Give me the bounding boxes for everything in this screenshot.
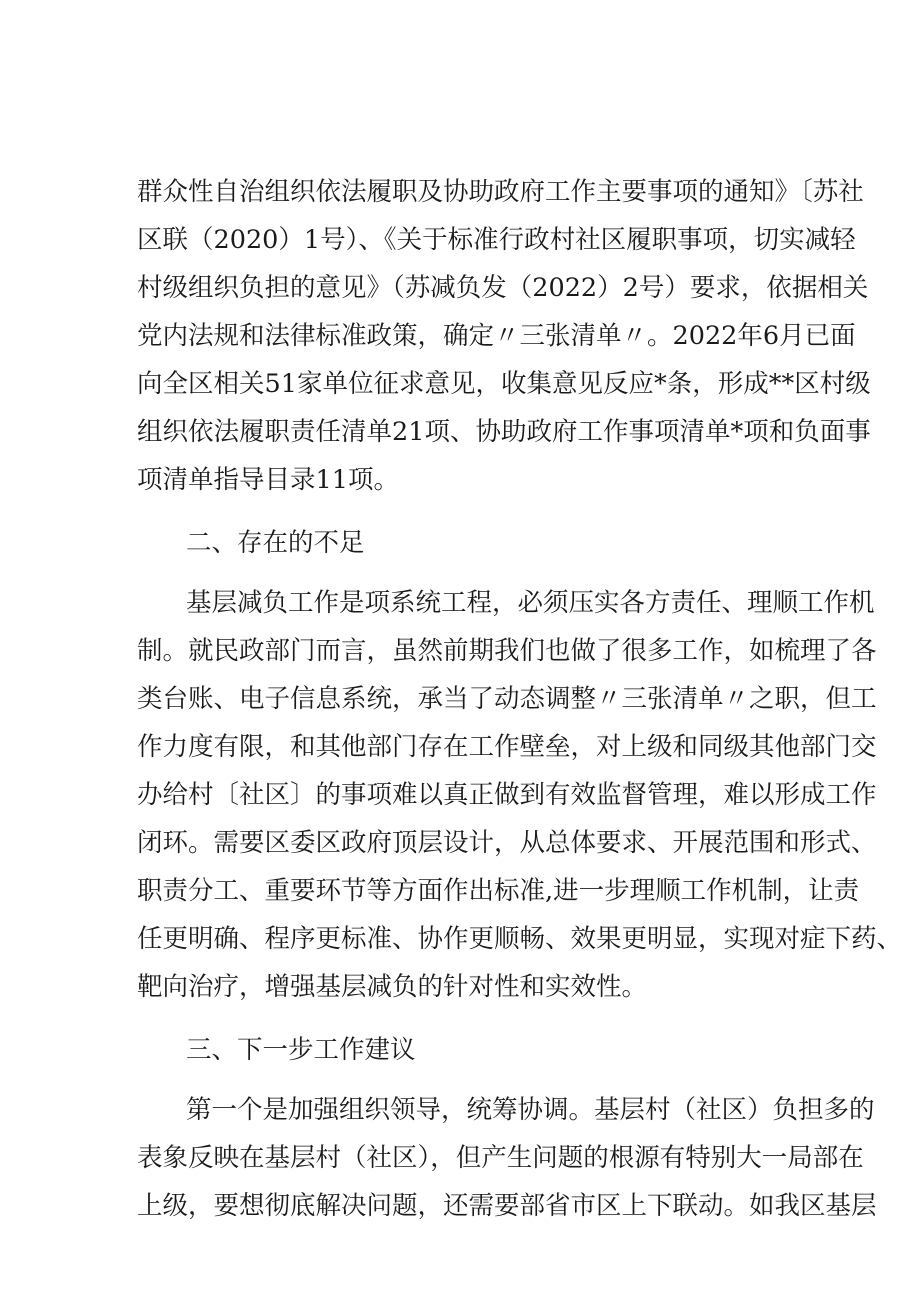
text-line: 靶向治疗，增强基层减负的针对性和实效性。 <box>137 972 648 1002</box>
text-line: 作力度有限，和其他部门存在工作壁垒，对上级和同级其他部门交 <box>137 732 877 762</box>
text-line: 闭环。需要区委区政府顶层设计，从总体要求、开展范围和形式、 <box>137 828 877 858</box>
text-line: 任更明确、程序更标准、协作更顺畅、效果更明显，实现对症下药、 <box>137 924 903 954</box>
text-line: 表象反映在基层村（社区），但产生问题的根源有特别大一局部在 <box>137 1143 864 1173</box>
text-line: 职责分工、重要环节等方面作出标准,进一步理顺工作机制，让责 <box>137 876 860 906</box>
text-line: 第一个是加强组织领导，统筹协调。基层村（社区）负担多的 <box>186 1095 875 1125</box>
text-line: 上级，要想彻底解决问题，还需要部省市区上下联动。如我区基层 <box>137 1191 877 1221</box>
section-heading: 三、下一步工作建议 <box>186 1035 416 1065</box>
text-line: 办给村〔社区〕的事项难以真正做到有效监督管理，难以形成工作 <box>137 780 877 810</box>
section-heading: 二、存在的不足 <box>186 528 365 558</box>
text-line: 项清单指导目录11项。 <box>137 465 399 495</box>
text-line: 区联（2020）1号）、《关于标准行政村社区履职事项，切实减轻 <box>137 225 856 255</box>
text-line: 类台账、电子信息系统，承当了动态调整〃三张清单〃之职，但工 <box>137 684 877 714</box>
text-line: 向全区相关51家单位征求意见，收集意见反应*条，形成**区村级 <box>137 369 871 399</box>
text-line: 党内法规和法律标准政策，确定〃三张清单〃。2022年6月已面 <box>137 321 856 351</box>
text-line: 村级组织负担的意见》（苏减负发（2022）2号）要求，依据相关 <box>137 273 869 303</box>
text-line: 组织依法履职责任清单21项、协助政府工作事项清单*项和负面事 <box>137 417 871 447</box>
text-line: 基层减负工作是项系统工程，必须压实各方责任、理顺工作机 <box>186 588 875 618</box>
text-line: 制。就民政部门而言，虽然前期我们也做了很多工作，如梳理了各 <box>137 636 877 666</box>
text-line: 群众性自治组织依法履职及协助政府工作主要事项的通知》〔苏社 <box>137 177 864 207</box>
